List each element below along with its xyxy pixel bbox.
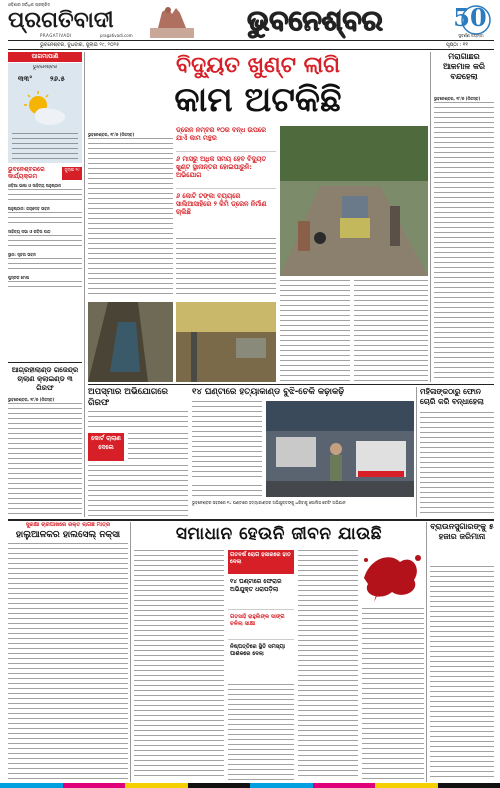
dateline: ଭୁବନେଶ୍ବର, ବୁଧବାର, ଜୁଲାଇ ୨୯, ୨୦୨୫	[40, 42, 120, 48]
lead-photo-drain	[88, 302, 173, 382]
lead-body-col3	[280, 280, 350, 382]
anniversary-emblem	[446, 2, 494, 42]
mid-right-story	[420, 387, 494, 517]
court-badge: କୋର୍ଟ ଚାଲାଣ ଦେଲେ	[88, 433, 124, 461]
blood-splatter-graphic	[360, 548, 424, 604]
weather-panel	[8, 63, 82, 163]
lead-photo-street	[280, 126, 428, 276]
anniversary-number: 50	[453, 3, 487, 32]
weather-city: ଭୁବନେଶ୍ବର	[32, 65, 58, 70]
program-item: ପୁସ୍ତକ ମେଳା	[8, 275, 30, 280]
highlight-item: ଗତସାହି ରାହୁଲିଙ୍କ ସାଙ୍ଗ ଚଳିଲା ସାକ୍ଷୀ	[228, 612, 294, 640]
bottom-left-headline: ହାଲୁଆଳକର ହାଲସେଲ୍ ନକ୍ସା	[15, 530, 121, 540]
lead-headline-1	[88, 52, 428, 80]
left-sidebar	[8, 52, 82, 517]
program-title: ଭୁବନେଶ୍ବରରେ କାର୍ଯ୍ୟକ୍ରମ	[8, 166, 45, 180]
bottom-kicker: ସୁରକ୍ଷା ଚାରିପାଖରେ ରକ୍ତ ଲାଗିଛି ମାତ୍ର	[25, 522, 111, 528]
mid-left-story	[88, 387, 188, 517]
lead-body-col4	[354, 280, 428, 382]
mid-left-headline: ଅପସ୍ମାର ଅଭିଯୋଗରେ ଗିରଫ	[88, 387, 168, 408]
program-item: ସ୍ଥାନ: ସୂଚନା ଭବନ	[8, 252, 36, 257]
bottom-right-headline: ବ୍ରାଉନସୁଗାରଙ୍କୁ ୫ ହଜାର ଜରିମାନା	[430, 522, 494, 541]
masthead	[0, 0, 500, 50]
brief-dateline: ଭୁବନେଶ୍ବର, ୨୮/୭ (ନିଜସ୍ବ)	[8, 397, 55, 402]
bottom-left-story	[8, 522, 128, 782]
temp-max: ୩୩°	[18, 75, 33, 83]
city-title: ଭୁବନେଶ୍ବର	[247, 4, 383, 37]
lead-bullet: ୬ କୋଟି ଟଙ୍କା ବ୍ୟୟରେ ସାଲିଆସାହିରେ ୨ କିମି ଡ୍ରେନ ନିର୍ମାଣ ଚାଲିଛି	[176, 192, 267, 216]
anniversary-sub: ସୁବର୍ଣ୍ଣ ଜୟନ୍ତୀ	[458, 33, 484, 38]
weather-title: ପାଗମାପାଣି	[8, 52, 82, 62]
page-number: ପୃଷ୍ଠା : ୧୧	[446, 42, 468, 48]
right-headline: ମରାଗାଛର ଆଳମାଳ କରି ବନ୍ଦହେଲା	[443, 52, 485, 81]
lead-body-col2	[176, 238, 276, 298]
brief-headline: ଆଗ୍ରହୀଲାଣ୍ଡ ଗଜେନ୍ଦ୍ର ଚାଲାଣ କ୍ଲାଇଣ୍ଡ ୩ ଗିରଫ	[11, 366, 79, 392]
lead-photo-site	[176, 302, 276, 382]
bottom-main-headline: ସମାଧାନ ହେଉନି ଜୀବନ ଯାଉଛି	[175, 524, 383, 544]
right-body	[434, 102, 494, 382]
right-dateline: ଭୁବନେଶ୍ବର, ୨୮/୭ (ନିଜସ୍ବ)	[434, 96, 481, 101]
mid-center-story	[192, 387, 414, 517]
masthead-rule	[8, 40, 494, 41]
program-item: ଓଡ଼ିଆ ଭାଷା ଓ ସାହିତ୍ୟ ଅନୁଷ୍ଠାନ	[8, 183, 62, 188]
temp-min: ୨୬.୫	[50, 75, 65, 83]
lead-headline-2: କାମ ଅଟକିଛି	[174, 80, 342, 120]
bottom-main-story	[134, 522, 424, 782]
weather-details	[12, 133, 78, 159]
lead-bullet: ଡ୍ରେନ ନମ୍ବର ୧୦ର ବନ୍ଧ ଉପରେ ଯାଏଁ କାମ ମନ୍ଥର	[176, 126, 276, 152]
lead-headline-1-text: ବିଦ୍ୟୁତ ଖୁଣ୍ଟ ଲାଗି	[175, 53, 341, 78]
lead-dateline: ଭୁବନେଶ୍ବର, ୨୮/୭ (ନିଜସ୍ବ)	[88, 132, 135, 137]
sun-cloud-icon	[22, 91, 68, 127]
highlight-item: ଗତବର୍ଷ ରୋଗ ହଜାରରେ ହାତ ଦେଲା	[228, 550, 294, 574]
lead-bullets	[176, 126, 276, 226]
program-date: ଜୁଲାଇ ୨୯	[62, 167, 82, 180]
bottom-right-story	[430, 522, 494, 782]
color-registration-bar	[0, 783, 500, 788]
lead-story	[88, 52, 428, 382]
masthead-tagline: ଓଡ଼ିଶାର ସର୍ବାଧିକ ପ୍ରଚାରିତ	[8, 2, 51, 7]
lead-bullet: ୬ ମାସରୁ ଅଧିକ ସମୟ ହେବ ବିଦ୍ୟୁତ ଖୁଣ୍ଟ ସ୍ଥାନାନ୍ତର ହୋଇପାରୁନି: ଅଭିଯୋଗ	[176, 155, 276, 189]
lead-body-col1	[88, 138, 173, 298]
highlight-item: ୧୪ ଘଣ୍ଟାରେ ଫେରାର ଅଭିଯୁକ୍ତ ଧରାପଡ଼ିଲା	[228, 576, 294, 610]
checkpoint-photo	[266, 401, 414, 497]
masthead-rule-bottom	[8, 49, 494, 50]
masthead-website: pragativadi.com	[100, 33, 133, 38]
highlight-box	[228, 550, 294, 680]
program-item: ଅନୁଷ୍ଠାନ: ଜୟଦେବ ଭବନ	[8, 206, 50, 211]
program-item: ସାହିତ୍ୟ ସଭା ଓ କବିତା ପାଠ	[8, 229, 51, 234]
masthead-logo-en: PRAGATIVADI	[40, 33, 72, 38]
photo-caption: ଭୁବନେଶ୍ବର ସହରରେ ୧୪ ଘଣ୍ଟାରେ ହତ୍ୟାକାଣ୍ଡର ଅଭିଯୁକ୍ତଙ୍କୁ ଧରିବାକୁ ପୋଲିସ ଚେକିଂ ଅଭିଯାନ	[192, 500, 346, 505]
masthead-logo: ପ୍ରଗତିବାଦୀ	[8, 7, 114, 33]
highlight-item: ନିଷ୍ପତ୍ତିରେ ସ୍ଥିତି ସମସ୍ୟା ପାଶକରେ ଦେଲା	[230, 644, 286, 657]
mid-center-headline: ୧୪ ଘଣ୍ଟାରେ ହତ୍ୟାକାଣ୍ଡ ବୁଝି-ଚେକି କଢ଼ାକଢ଼ି	[192, 387, 345, 397]
brief-body	[8, 403, 82, 515]
mid-right-headline: ମହିଳାଙ୍କଠାରୁ ଫୋନ ଚୋରି କରି ବନ୍ଧାହେଲା	[420, 387, 484, 406]
statue-image	[150, 4, 194, 38]
program-list	[8, 183, 82, 291]
right-column	[434, 52, 494, 382]
